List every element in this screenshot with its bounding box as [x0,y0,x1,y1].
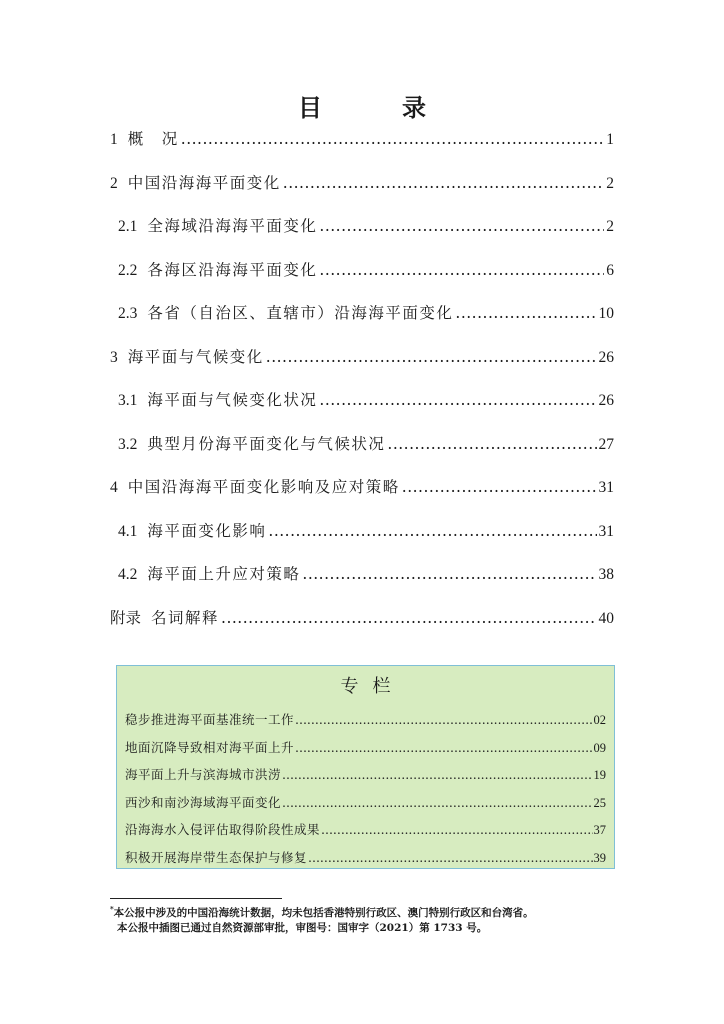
box-item-label: 稳步推进海平面基准统一工作 [125,712,295,727]
box-item-page: 02 [593,713,606,727]
toc-entry-3-2[interactable] [110,423,614,467]
toc-number: 3.1 [118,392,138,409]
toc-number: 2.1 [118,218,138,235]
toc-label: 概 况 [127,130,179,148]
footnote-divider [110,898,282,899]
toc-entry-2-1[interactable] [110,205,614,249]
footnote [110,906,620,936]
footnote-text-1: 本公报中涉及的中国沿海统计数据，均未包括香港特别行政区、澳门特别行政区和台湾省。 [113,907,534,919]
toc-label: 海平面与气候变化状况 [147,391,318,409]
leader-dots [268,510,596,554]
footnote-marker: * [110,904,114,914]
box-item-page: 37 [593,823,606,837]
toc-entry-4-2[interactable] [110,553,614,597]
toc-label: 海平面上升应对策略 [147,565,301,583]
footnote-line-1 [110,906,620,921]
toc-label: 各海区沿海海平面变化 [147,260,318,279]
toc-entry-2-3[interactable] [110,292,614,336]
toc-page: 2 [606,218,614,235]
leader-dots [402,466,597,510]
toc-entry-2-2[interactable] [110,249,614,293]
box-title: 专栏 [340,676,405,697]
toc-page: 6 [606,261,614,279]
box-item-page: 09 [593,740,606,755]
toc-number: 2.2 [118,261,138,279]
leader-dots [295,734,592,762]
toc-label: 海平面变化影响 [147,521,267,540]
toc-page: 26 [598,392,614,409]
toc-number: 4 [110,479,118,496]
toc-label: 全海域沿海海平面变化 [147,217,318,235]
toc-label: 海平面与气候变化 [127,347,264,366]
toc-entry-4[interactable] [110,466,614,510]
toc-number: 2 [110,174,118,192]
box-item[interactable] [125,706,606,734]
leader-dots [181,118,604,162]
leader-dots [282,789,592,817]
box-item[interactable] [125,734,606,762]
leader-dots [319,379,596,423]
toc-page: 31 [598,522,614,540]
leader-dots [455,292,596,336]
leader-dots [319,249,604,293]
toc-entry-3-1[interactable] [110,379,614,423]
box-item[interactable] [125,761,606,789]
box-item[interactable] [125,789,606,817]
leader-dots [266,336,597,380]
toc-page: 10 [598,305,614,322]
table-of-contents [110,118,614,640]
toc-label: 名词解释 [151,608,220,627]
box-item-page: 39 [593,850,606,865]
footnote-line-2: 本公报中插图已通过自然资源部审批，审图号：国审字（2021）第 1733 号。 [117,922,488,934]
leader-dots [283,162,604,206]
leader-dots [282,761,592,789]
toc-label: 中国沿海海平面变化 [127,173,281,192]
toc-entry-3[interactable] [110,336,614,380]
toc-page: 1 [606,131,614,148]
toc-number: 4.1 [118,522,138,540]
toc-page: 31 [598,479,614,496]
box-item-label: 西沙和南沙海域海平面变化 [125,794,282,810]
leader-dots [308,844,592,872]
leader-dots [387,423,596,467]
toc-page: 26 [598,348,614,366]
leader-dots [302,553,596,597]
box-list [125,706,606,871]
toc-label: 中国沿海海平面变化影响及应对策略 [127,478,400,496]
box-item-label: 海平面上升与滨海城市洪涝 [125,767,282,782]
toc-entry-4-1[interactable] [110,510,614,554]
box-item[interactable] [125,816,606,844]
toc-page: 2 [606,174,614,192]
box-item-label: 地面沉降导致相对海平面上升 [125,739,295,755]
toc-entry-2[interactable] [110,162,614,206]
toc-page: 40 [598,609,614,627]
leader-dots [295,706,592,734]
toc-number: 2.3 [118,305,138,322]
box-item-label: 沿海海水入侵评估取得阶段性成果 [125,822,321,837]
toc-number: 3.2 [118,435,138,453]
toc-entry-appendix[interactable] [110,597,614,641]
toc-page: 27 [598,435,614,453]
leader-dots [319,205,604,249]
box-item-page: 19 [593,768,606,782]
special-column-box [116,665,615,869]
toc-page: 38 [598,566,614,583]
box-item-page: 25 [593,795,606,810]
toc-number: 4.2 [118,566,138,583]
leader-dots [321,816,592,844]
box-item[interactable] [125,844,606,872]
toc-entry-1[interactable] [110,118,614,162]
toc-label: 各省（自治区、直辖市）沿海海平面变化 [147,304,454,322]
leader-dots [221,597,596,641]
page-title: 目 录 [298,93,454,122]
toc-label: 典型月份海平面变化与气候状况 [147,434,386,453]
box-item-label: 积极开展海岸带生态保护与修复 [125,849,308,865]
toc-number: 1 [110,131,118,148]
toc-number: 3 [110,348,118,366]
toc-number: 附录 [110,609,142,627]
